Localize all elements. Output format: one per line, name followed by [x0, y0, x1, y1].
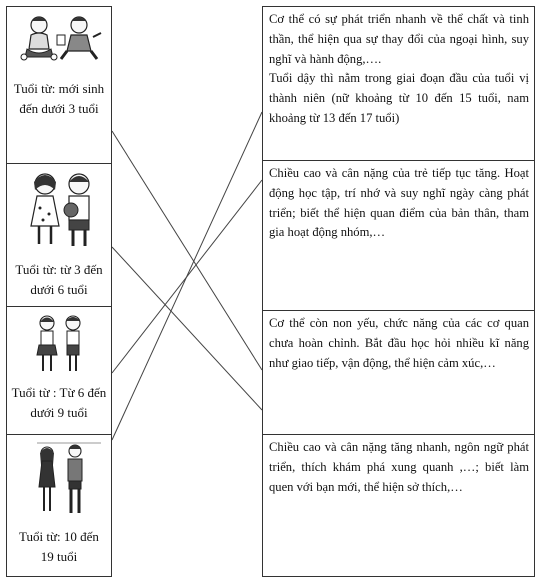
development-description-column — [262, 6, 535, 577]
description-adolescent[interactable] — [263, 7, 534, 161]
age-stage-label: Tuổi từ: mới sinh đến dưới 3 tuổi — [13, 81, 105, 116]
age-stage-label: Tuổi từ : Từ 6 đến dưới 9 tuổi — [11, 385, 107, 420]
age-stage-label: Tuổi từ: từ 3 đến dưới 6 tuổi — [15, 262, 103, 297]
age-stage-column — [6, 6, 112, 577]
age-stage-early-school[interactable] — [7, 307, 111, 435]
age-stage-label: Tuổi từ: 10 đến 19 tuổi — [19, 529, 99, 564]
preschool-children-illustration — [7, 170, 111, 257]
description-text: Tuổi dậy thì nằm trong giai đoạn đầu của tuổi vị thành niên (nữ khoảng từ 10 đến 15 tuổi, nam khoảng từ 13 đến 17 tuổi) — [269, 71, 529, 125]
schoolchildren-illustration — [7, 313, 111, 380]
description-text: Chiều cao và cân nặng của trẻ tiếp tục tăng. Hoạt động học tập, trí nhớ và suy nghĩ ngày càng phát triển; biết thể hiện quan điểm của bản thân, tham gia hoạt động nhóm,… — [269, 166, 529, 240]
age-stage-adolescent[interactable] — [7, 435, 111, 576]
description-text: Cơ thể có sự phát triển nhanh về thể chất và tinh thần, thể hiện qua sự thay đổi của ngoại hình, suy nghĩ và hành động,…. — [269, 12, 529, 66]
matching-line-preschool-to-desc-preschool — [112, 247, 262, 410]
description-infant[interactable] — [263, 311, 534, 435]
matching-line-early-school-to-desc-early-school — [112, 180, 262, 373]
age-stage-preschool[interactable] — [7, 164, 111, 307]
matching-line-infant-to-desc-infant — [112, 131, 262, 370]
description-text: Chiều cao và cân nặng tăng nhanh, ngôn ngữ phát triển, thích khám phá xung quanh ,…; biết làm quen với bạn mới, thể hiện sở thích,… — [269, 440, 529, 494]
description-preschool[interactable] — [263, 435, 534, 576]
description-text: Cơ thể còn non yếu, chức năng của các cơ quan chưa hoàn chỉnh. Bắt đầu học hỏi nhiều kĩ năng như giao tiếp, vận động, thể hiện cảm xúc,… — [269, 316, 529, 370]
matching-line-adolescent-to-desc-adolescent — [112, 112, 262, 440]
teenagers-illustration — [7, 441, 111, 522]
description-early-school[interactable] — [263, 161, 534, 311]
infants-illustration — [7, 13, 111, 70]
age-stage-infant[interactable] — [7, 7, 111, 164]
